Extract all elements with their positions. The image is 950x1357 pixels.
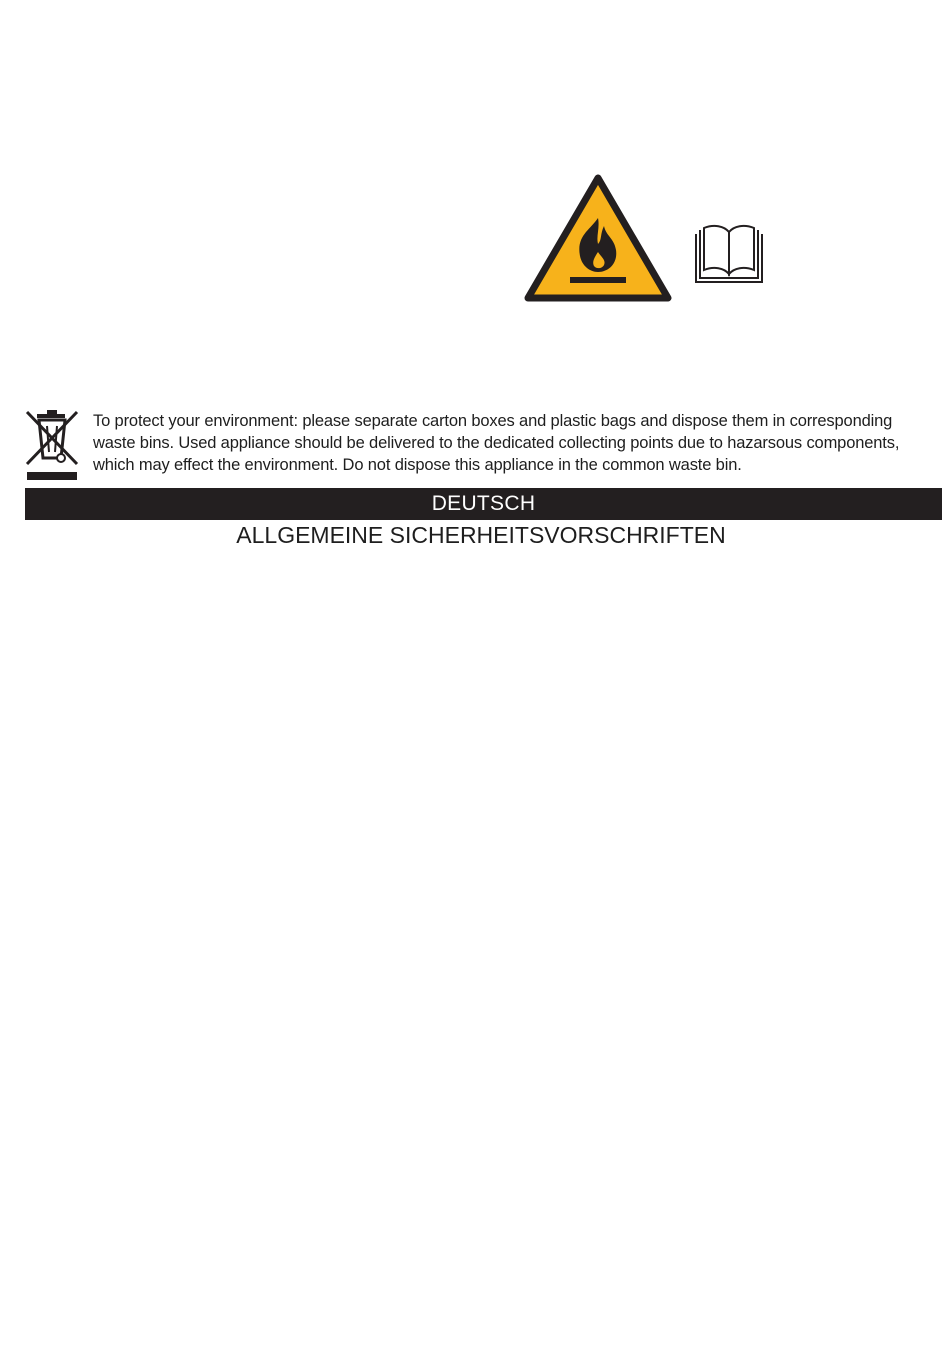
read-manual-icon	[694, 224, 764, 286]
environment-notice	[25, 408, 925, 484]
crossed-out-wheelie-bin-icon	[25, 408, 81, 482]
flammable-warning-icon	[524, 174, 672, 302]
environment-notice-text: To protect your environment: please separate carton boxes and plastic bags and dispose them in corresponding waste bins. Used appliance should be delivered to the dedicated collecting points due to hazarsous components, which may effect the environment. Do not dispose this appliance in the common waste bin.	[93, 412, 900, 474]
safety-symbols	[524, 174, 774, 304]
language-header-bar	[25, 488, 942, 520]
section-title: ALLGEMEINE SICHERHEITSVORSCHRIFTEN	[236, 522, 726, 548]
language-label: DEUTSCH	[431, 492, 536, 515]
